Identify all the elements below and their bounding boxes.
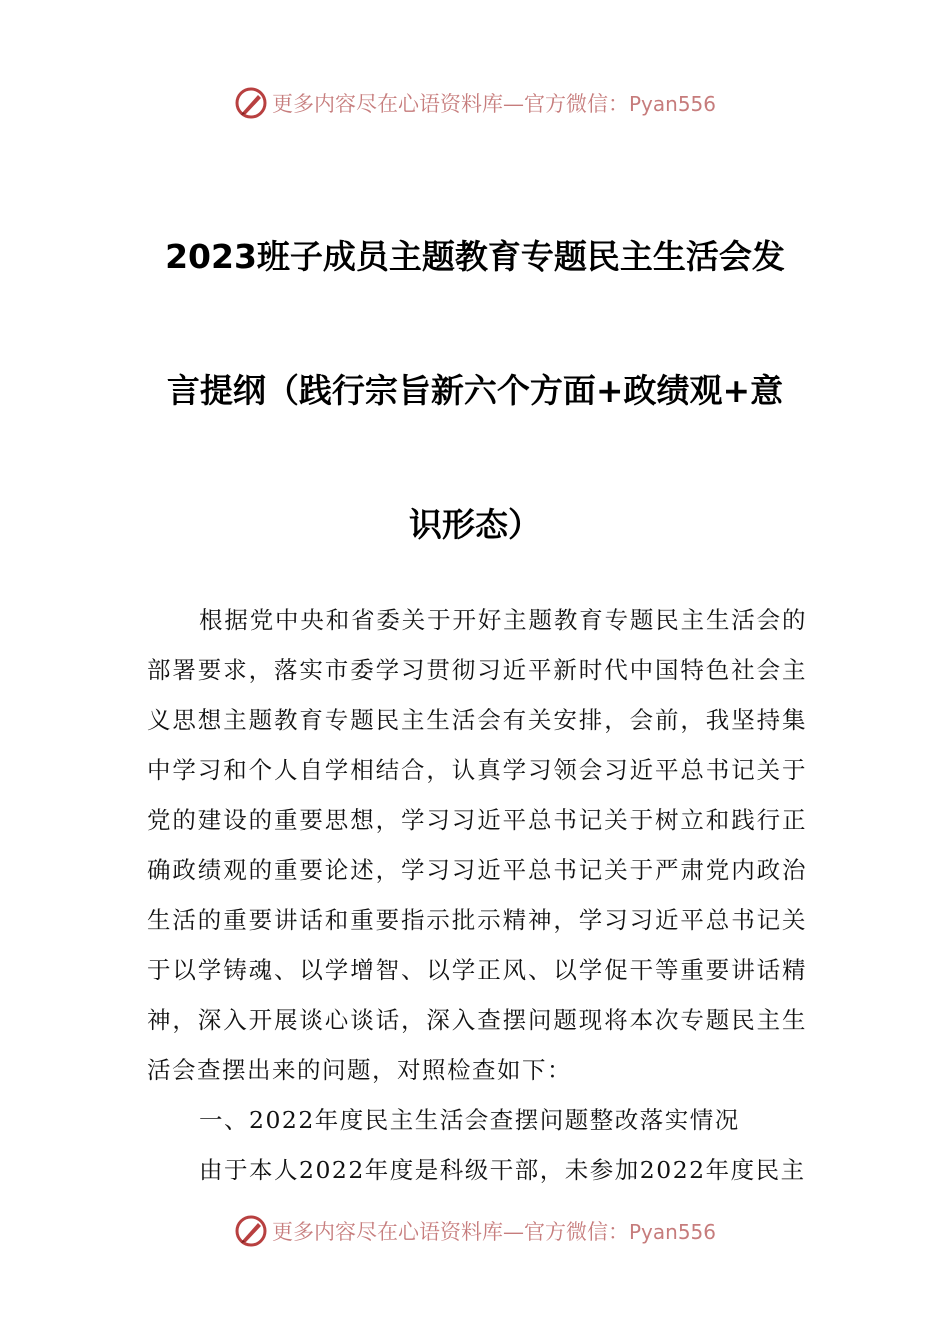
body-paragraph: 由于本人2022年度是科级干部，未参加2022年度民主 [199, 1156, 806, 1184]
title-line: 2023班子成员主题教育专题民主生活会发 [165, 237, 785, 276]
document-body [147, 595, 807, 1195]
watermark-text: 更多内容尽在心语资料库—官方微信：Pyan556 [271, 1220, 716, 1244]
document-title [150, 190, 800, 592]
section-heading: 一、2022年度民主生活会查摆问题整改落实情况 [199, 1106, 740, 1134]
header-watermark [0, 83, 950, 123]
title-line: 言提纲（践行宗旨新六个方面+政绩观+意 [166, 371, 784, 410]
pen-logo-icon [234, 86, 268, 120]
pen-logo-icon [234, 1214, 268, 1248]
intro-paragraph: 根据党中央和省委关于开好主题教育专题民主生活会的部署要求，落实市委学习贯彻习近平新时代中国特色社会主义思想主题教育专题民主生活会有关安排，会前，我坚持集中学习和个人自学相结合，认真学习领会习近平总书记关于党的建设的重要思想，学习习近平总书记关于树立和践行正确政绩观的重要论述，学习习近平总书记关于严肃党内政治生活的重要讲话和重要指示批示精神，学习习近平总书记关于以学铸魂、以学增智、以学正风、以学促干等重要讲话精神，深入开展谈心谈话，深入查摆问题现将本次专题民主生活会查摆出来的问题，对照检查如下： [147, 606, 807, 1084]
title-line: 识形态） [409, 505, 541, 544]
footer-watermark [0, 1211, 950, 1251]
watermark-text: 更多内容尽在心语资料库—官方微信：Pyan556 [271, 92, 716, 116]
